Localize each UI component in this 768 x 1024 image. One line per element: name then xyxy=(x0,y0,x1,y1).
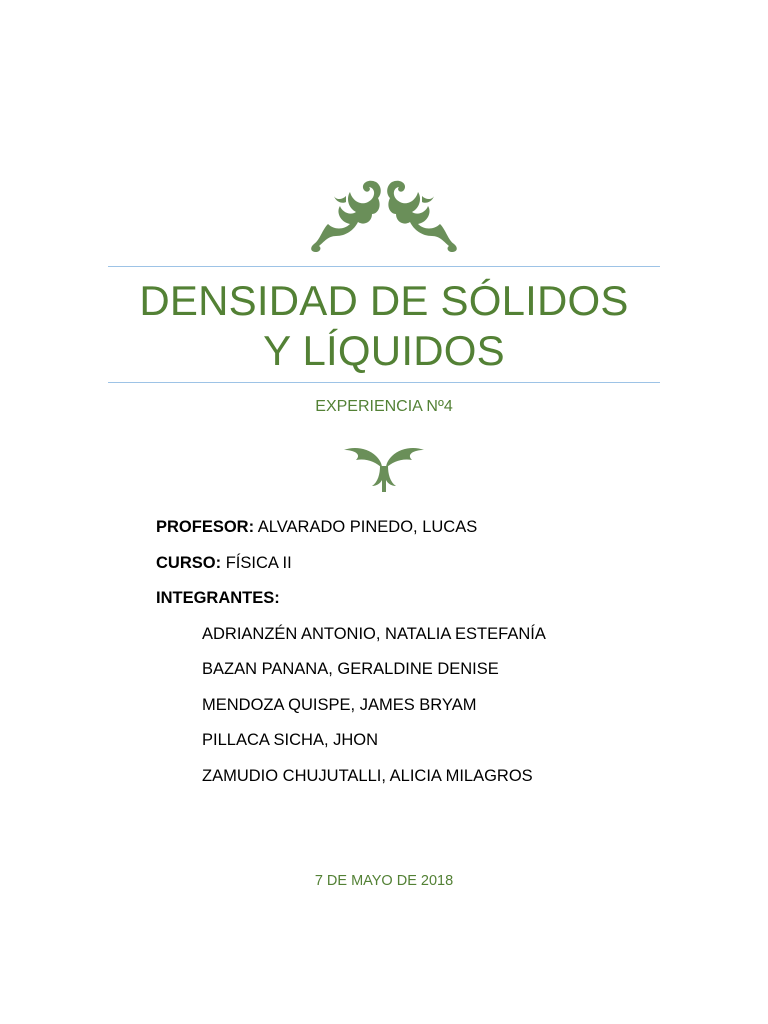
profesor-line xyxy=(156,514,676,550)
profesor-label: PROFESOR: xyxy=(156,518,255,536)
document-subtitle: EXPERIENCIA Nº4 xyxy=(315,398,453,415)
title-top-divider xyxy=(108,266,660,267)
integrantes-line xyxy=(156,585,676,621)
integrante-item: BAZAN PANANA, GERALDINE DENISE xyxy=(202,660,499,678)
integrante-item: ZAMUDIO CHUJUTALLI, ALICIA MILAGROS xyxy=(202,766,533,785)
leaf-sprout-ornament-icon xyxy=(342,444,426,494)
integrante-item: MENDOZA QUISPE, JAMES BRYAM xyxy=(202,695,477,714)
curso-value: FÍSICA II xyxy=(225,553,292,572)
title-bottom-divider xyxy=(108,382,660,383)
profesor-value: ALVARADO PINEDO, LUCAS xyxy=(257,518,478,536)
cover-details xyxy=(156,514,676,798)
integrante-item: PILLACA SICHA, JHON xyxy=(202,731,379,749)
title-line-1: DENSIDAD DE SÓLIDOS xyxy=(139,277,629,324)
integrante-item: ADRIANZÉN ANTONIO, NATALIA ESTEFANÍA xyxy=(202,624,546,643)
curso-label: CURSO: xyxy=(156,553,222,572)
floral-scroll-ornament-icon xyxy=(306,178,462,254)
curso-line xyxy=(156,550,676,586)
title-line-2: Y LÍQUIDOS xyxy=(263,327,505,374)
document-date: 7 DE MAYO DE 2018 xyxy=(314,873,454,889)
document-title xyxy=(108,276,660,376)
integrantes-label: INTEGRANTES: xyxy=(156,589,280,607)
